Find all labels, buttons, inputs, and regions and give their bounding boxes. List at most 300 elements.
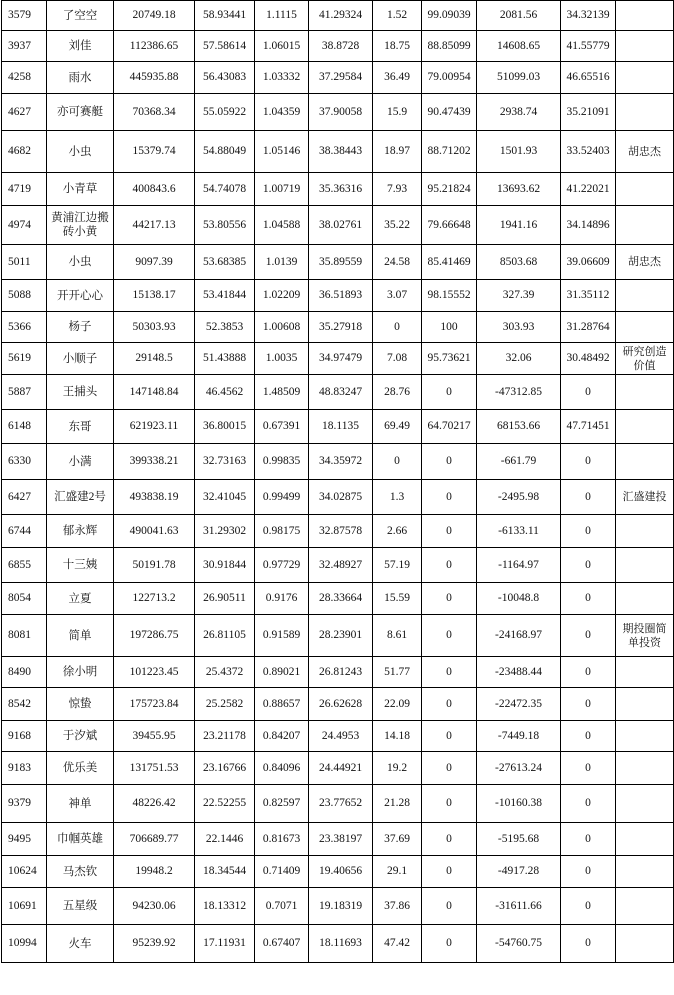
row-id: 8542 [2,688,47,721]
row-id: 3937 [2,31,47,62]
row-note [616,925,674,963]
value-col-5: 37.69 [373,823,422,856]
value-col-2: 36.80015 [195,410,255,444]
value-col-3: 1.00608 [255,312,309,343]
value-col-3: 1.05146 [255,131,309,173]
value-col-3: 1.04588 [255,206,309,245]
value-col-6: 0 [422,785,477,823]
value-col-8: 47.71451 [561,410,616,444]
table-row [2,752,674,785]
row-id: 4682 [2,131,47,173]
value-col-8: 0 [561,375,616,410]
value-col-1: 15138.17 [114,280,195,312]
value-col-1: 400843.6 [114,173,195,206]
value-col-7: 51099.03 [477,62,561,94]
value-col-7: -54760.75 [477,925,561,963]
value-col-2: 54.88049 [195,131,255,173]
value-col-7: 68153.66 [477,410,561,444]
row-name: 神单 [47,785,114,823]
row-note [616,688,674,721]
value-col-5: 36.49 [373,62,422,94]
row-name: 五星级 [47,888,114,925]
value-col-1: 490041.63 [114,515,195,548]
row-note [616,752,674,785]
value-col-3: 0.99835 [255,444,309,480]
value-col-6: 64.70217 [422,410,477,444]
row-id: 3579 [2,1,47,31]
value-col-6: 0 [422,657,477,688]
value-col-6: 0 [422,480,477,515]
value-col-4: 38.38443 [309,131,373,173]
table-row [2,823,674,856]
row-note [616,515,674,548]
value-col-1: 95239.92 [114,925,195,963]
value-col-4: 19.18319 [309,888,373,925]
value-col-3: 1.1115 [255,1,309,31]
value-col-1: 15379.74 [114,131,195,173]
table-row [2,583,674,615]
value-col-5: 14.18 [373,721,422,752]
value-col-6: 0 [422,721,477,752]
row-note [616,444,674,480]
row-id: 4258 [2,62,47,94]
table-row [2,375,674,410]
value-col-2: 18.34544 [195,856,255,888]
value-col-2: 23.21178 [195,721,255,752]
row-name: 于汐斌 [47,721,114,752]
table-row [2,480,674,515]
value-col-3: 1.02209 [255,280,309,312]
value-col-4: 38.8728 [309,31,373,62]
row-note: 胡忠杰 [616,131,674,173]
value-col-5: 3.07 [373,280,422,312]
value-col-5: 0 [373,444,422,480]
value-col-6: 0 [422,888,477,925]
value-col-4: 37.90058 [309,94,373,131]
row-name: 小虫 [47,245,114,280]
value-col-1: 19948.2 [114,856,195,888]
value-col-7: 1941.16 [477,206,561,245]
value-col-2: 32.73163 [195,444,255,480]
table-row [2,206,674,245]
value-col-7: -6133.11 [477,515,561,548]
value-col-5: 1.52 [373,1,422,31]
value-col-6: 100 [422,312,477,343]
value-col-7: -10160.38 [477,785,561,823]
value-col-7: 13693.62 [477,173,561,206]
value-col-1: 147148.84 [114,375,195,410]
value-col-2: 57.58614 [195,31,255,62]
value-col-5: 2.66 [373,515,422,548]
row-name: 简单 [47,615,114,657]
value-col-3: 0.81673 [255,823,309,856]
table-row [2,688,674,721]
table-row [2,615,674,657]
value-col-4: 19.40656 [309,856,373,888]
value-col-3: 1.06015 [255,31,309,62]
row-id: 6855 [2,548,47,583]
value-col-8: 0 [561,480,616,515]
table-row [2,721,674,752]
value-col-6: 0 [422,688,477,721]
value-col-2: 52.3853 [195,312,255,343]
value-col-3: 0.84096 [255,752,309,785]
value-col-6: 0 [422,583,477,615]
value-col-2: 25.2582 [195,688,255,721]
value-col-8: 0 [561,752,616,785]
value-col-1: 50191.78 [114,548,195,583]
table-row [2,1,674,31]
row-id: 10624 [2,856,47,888]
value-col-1: 122713.2 [114,583,195,615]
table-row [2,343,674,375]
value-col-7: -24168.97 [477,615,561,657]
value-col-6: 95.73621 [422,343,477,375]
value-col-3: 0.82597 [255,785,309,823]
value-col-4: 36.51893 [309,280,373,312]
value-col-3: 1.04359 [255,94,309,131]
value-col-3: 0.89021 [255,657,309,688]
row-name: 郁永辉 [47,515,114,548]
value-col-4: 24.44921 [309,752,373,785]
value-col-8: 0 [561,888,616,925]
row-note [616,1,674,31]
row-note [616,206,674,245]
row-note [616,548,674,583]
value-col-8: 41.22021 [561,173,616,206]
value-col-2: 23.16766 [195,752,255,785]
value-col-4: 24.4953 [309,721,373,752]
value-col-7: 327.39 [477,280,561,312]
row-id: 6427 [2,480,47,515]
value-col-7: -27613.24 [477,752,561,785]
row-name: 汇盛建2号 [47,480,114,515]
value-col-3: 0.67407 [255,925,309,963]
value-col-4: 26.62628 [309,688,373,721]
value-col-4: 41.29324 [309,1,373,31]
row-name: 亦可赛艇 [47,94,114,131]
value-col-1: 20749.18 [114,1,195,31]
value-col-1: 101223.45 [114,657,195,688]
value-col-4: 28.33664 [309,583,373,615]
value-col-1: 70368.34 [114,94,195,131]
table-row [2,548,674,583]
value-col-4: 37.29584 [309,62,373,94]
value-col-6: 85.41469 [422,245,477,280]
value-col-8: 0 [561,823,616,856]
table-row [2,62,674,94]
value-col-4: 26.81243 [309,657,373,688]
table-row [2,312,674,343]
value-col-7: 2938.74 [477,94,561,131]
value-col-1: 112386.65 [114,31,195,62]
value-col-8: 0 [561,548,616,583]
value-col-5: 21.28 [373,785,422,823]
row-id: 5619 [2,343,47,375]
row-name: 王捕头 [47,375,114,410]
value-col-6: 0 [422,856,477,888]
value-col-4: 34.02875 [309,480,373,515]
row-name: 火车 [47,925,114,963]
value-col-8: 0 [561,444,616,480]
row-id: 8081 [2,615,47,657]
value-col-7: -5195.68 [477,823,561,856]
value-col-6: 99.09039 [422,1,477,31]
value-col-4: 38.02761 [309,206,373,245]
value-col-6: 88.71202 [422,131,477,173]
row-name: 了空空 [47,1,114,31]
table-row [2,173,674,206]
row-note [616,62,674,94]
row-id: 10994 [2,925,47,963]
value-col-8: 33.52403 [561,131,616,173]
value-col-2: 22.1446 [195,823,255,856]
value-col-7: 303.93 [477,312,561,343]
value-col-4: 34.97479 [309,343,373,375]
value-col-4: 48.83247 [309,375,373,410]
row-id: 6744 [2,515,47,548]
row-name: 小满 [47,444,114,480]
value-col-5: 19.2 [373,752,422,785]
row-note [616,312,674,343]
value-col-5: 24.58 [373,245,422,280]
value-col-8: 0 [561,785,616,823]
value-col-3: 0.67391 [255,410,309,444]
value-col-5: 22.09 [373,688,422,721]
value-col-3: 0.99499 [255,480,309,515]
value-col-2: 53.68385 [195,245,255,280]
row-note: 胡忠杰 [616,245,674,280]
value-col-8: 31.28764 [561,312,616,343]
value-col-1: 621923.11 [114,410,195,444]
value-col-2: 55.05922 [195,94,255,131]
value-col-1: 445935.88 [114,62,195,94]
row-note [616,888,674,925]
value-col-8: 34.32139 [561,1,616,31]
value-col-2: 17.11931 [195,925,255,963]
value-col-5: 28.76 [373,375,422,410]
value-col-2: 26.81105 [195,615,255,657]
value-col-8: 0 [561,856,616,888]
value-col-6: 0 [422,375,477,410]
table-row [2,410,674,444]
value-col-5: 7.93 [373,173,422,206]
row-note [616,410,674,444]
row-id: 5088 [2,280,47,312]
value-col-7: -47312.85 [477,375,561,410]
table-row [2,280,674,312]
row-name: 惊蛰 [47,688,114,721]
value-col-5: 0 [373,312,422,343]
row-id: 6148 [2,410,47,444]
row-name: 杨子 [47,312,114,343]
value-col-6: 95.21824 [422,173,477,206]
value-col-7: 32.06 [477,343,561,375]
row-name: 立夏 [47,583,114,615]
table-row [2,856,674,888]
value-col-6: 90.47439 [422,94,477,131]
row-name: 马杰钦 [47,856,114,888]
table-body [2,1,674,963]
value-col-7: -7449.18 [477,721,561,752]
row-id: 9495 [2,823,47,856]
table-row [2,245,674,280]
value-col-5: 8.61 [373,615,422,657]
value-col-3: 0.91589 [255,615,309,657]
row-name: 徐小明 [47,657,114,688]
value-col-5: 15.59 [373,583,422,615]
value-col-5: 1.3 [373,480,422,515]
value-col-7: -23488.44 [477,657,561,688]
value-col-8: 41.55779 [561,31,616,62]
value-col-6: 0 [422,444,477,480]
row-id: 8054 [2,583,47,615]
value-col-6: 0 [422,548,477,583]
value-col-4: 35.36316 [309,173,373,206]
row-name: 黄浦江边搬砖小黄 [47,206,114,245]
value-col-1: 131751.53 [114,752,195,785]
value-col-6: 88.85099 [422,31,477,62]
value-col-4: 28.23901 [309,615,373,657]
value-col-7: -22472.35 [477,688,561,721]
value-col-5: 18.97 [373,131,422,173]
value-col-6: 79.66648 [422,206,477,245]
table-row [2,31,674,62]
row-id: 5366 [2,312,47,343]
value-col-8: 0 [561,583,616,615]
value-col-2: 31.29302 [195,515,255,548]
value-col-5: 57.19 [373,548,422,583]
value-col-1: 175723.84 [114,688,195,721]
value-col-1: 94230.06 [114,888,195,925]
value-col-8: 0 [561,515,616,548]
value-col-4: 35.27918 [309,312,373,343]
row-id: 4719 [2,173,47,206]
row-name: 优乐美 [47,752,114,785]
value-col-5: 37.86 [373,888,422,925]
value-col-1: 493838.19 [114,480,195,515]
value-col-2: 22.52255 [195,785,255,823]
value-col-2: 30.91844 [195,548,255,583]
value-col-7: -1164.97 [477,548,561,583]
row-note [616,856,674,888]
value-col-3: 1.48509 [255,375,309,410]
value-col-5: 29.1 [373,856,422,888]
value-col-1: 399338.21 [114,444,195,480]
value-col-4: 18.11693 [309,925,373,963]
value-col-3: 0.9176 [255,583,309,615]
row-id: 9168 [2,721,47,752]
row-name: 开开心心 [47,280,114,312]
row-name: 小顺子 [47,343,114,375]
row-id: 10691 [2,888,47,925]
value-col-3: 0.98175 [255,515,309,548]
row-id: 5887 [2,375,47,410]
row-name: 东哥 [47,410,114,444]
value-col-6: 0 [422,925,477,963]
value-col-5: 7.08 [373,343,422,375]
value-col-8: 0 [561,615,616,657]
value-col-2: 18.13312 [195,888,255,925]
row-note [616,785,674,823]
value-col-7: 14608.65 [477,31,561,62]
row-id: 5011 [2,245,47,280]
value-col-5: 69.49 [373,410,422,444]
value-col-2: 46.4562 [195,375,255,410]
row-note: 研究创造价值 [616,343,674,375]
value-col-6: 79.00954 [422,62,477,94]
value-col-3: 0.84207 [255,721,309,752]
value-col-2: 58.93441 [195,1,255,31]
value-col-6: 0 [422,752,477,785]
value-col-8: 0 [561,721,616,752]
value-col-4: 23.38197 [309,823,373,856]
value-col-1: 29148.5 [114,343,195,375]
row-note [616,375,674,410]
table-row [2,444,674,480]
value-col-5: 51.77 [373,657,422,688]
value-col-1: 50303.93 [114,312,195,343]
value-col-8: 0 [561,688,616,721]
value-col-8: 0 [561,925,616,963]
value-col-2: 53.41844 [195,280,255,312]
row-note [616,657,674,688]
row-name: 刘佳 [47,31,114,62]
value-col-7: -4917.28 [477,856,561,888]
row-note [616,280,674,312]
value-col-7: -2495.98 [477,480,561,515]
value-col-8: 46.65516 [561,62,616,94]
value-col-7: -661.79 [477,444,561,480]
table-row [2,785,674,823]
value-col-2: 56.43083 [195,62,255,94]
value-col-1: 197286.75 [114,615,195,657]
value-col-5: 15.9 [373,94,422,131]
value-col-7: -31611.66 [477,888,561,925]
row-name: 巾帼英雄 [47,823,114,856]
value-col-3: 0.71409 [255,856,309,888]
value-col-8: 31.35112 [561,280,616,312]
value-col-5: 18.75 [373,31,422,62]
value-col-7: 2081.56 [477,1,561,31]
value-col-3: 1.00719 [255,173,309,206]
table-row [2,515,674,548]
value-col-8: 34.14896 [561,206,616,245]
row-id: 8490 [2,657,47,688]
value-col-6: 0 [422,615,477,657]
row-id: 6330 [2,444,47,480]
row-name: 小青草 [47,173,114,206]
value-col-1: 48226.42 [114,785,195,823]
row-note [616,583,674,615]
value-col-7: 8503.68 [477,245,561,280]
table-row [2,888,674,925]
value-col-2: 51.43888 [195,343,255,375]
row-name: 十三姨 [47,548,114,583]
value-col-8: 30.48492 [561,343,616,375]
value-col-2: 54.74078 [195,173,255,206]
row-name: 小虫 [47,131,114,173]
value-col-2: 26.90511 [195,583,255,615]
value-col-5: 35.22 [373,206,422,245]
value-col-1: 9097.39 [114,245,195,280]
row-note [616,823,674,856]
value-col-4: 34.35972 [309,444,373,480]
value-col-1: 44217.13 [114,206,195,245]
value-col-6: 98.15552 [422,280,477,312]
row-id: 9379 [2,785,47,823]
value-col-5: 47.42 [373,925,422,963]
